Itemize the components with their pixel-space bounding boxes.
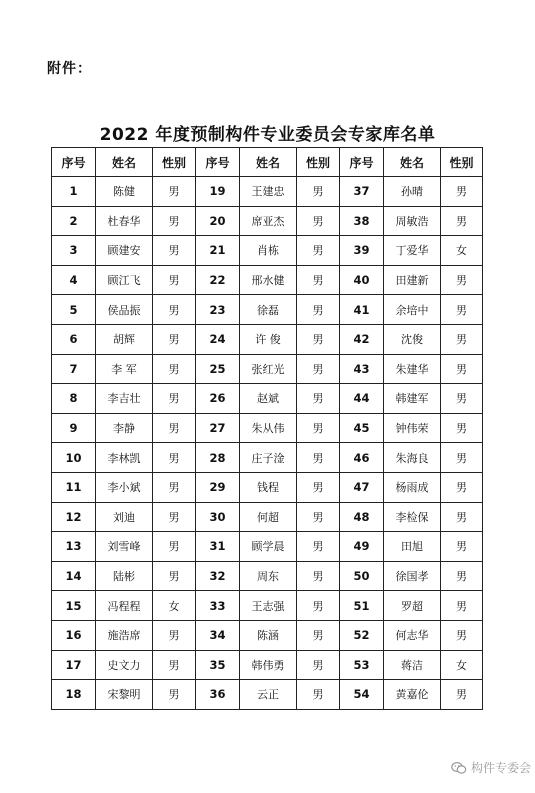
expert-gender: 男 — [441, 532, 483, 562]
expert-name: 罗超 — [384, 591, 441, 621]
expert-gender: 男 — [297, 206, 340, 236]
expert-name: 胡辉 — [96, 324, 153, 354]
expert-gender: 男 — [153, 265, 196, 295]
expert-gender: 男 — [297, 324, 340, 354]
expert-gender: 男 — [153, 532, 196, 562]
table-row — [52, 295, 483, 325]
expert-number: 4 — [52, 265, 96, 295]
expert-name: 李静 — [96, 413, 153, 443]
expert-name: 王建忠 — [240, 177, 297, 207]
expert-name: 刘迪 — [96, 502, 153, 532]
expert-gender: 男 — [297, 680, 340, 710]
expert-name: 朱从伟 — [240, 413, 297, 443]
expert-name: 陈健 — [96, 177, 153, 207]
expert-name: 田建新 — [384, 265, 441, 295]
table-row — [52, 443, 483, 473]
expert-gender: 男 — [297, 384, 340, 414]
expert-name: 施浩席 — [96, 620, 153, 650]
expert-number: 1 — [52, 177, 96, 207]
expert-number: 10 — [52, 443, 96, 473]
watermark — [451, 759, 531, 776]
header-name: 姓名 — [96, 148, 153, 177]
expert-number: 54 — [340, 680, 384, 710]
expert-number: 3 — [52, 236, 96, 266]
expert-gender: 男 — [441, 472, 483, 502]
table-header-row — [52, 148, 483, 177]
expert-number: 45 — [340, 413, 384, 443]
expert-gender: 男 — [441, 177, 483, 207]
expert-name: 周敏浩 — [384, 206, 441, 236]
expert-gender: 男 — [441, 413, 483, 443]
expert-name: 陈涵 — [240, 620, 297, 650]
expert-name: 王志强 — [240, 591, 297, 621]
expert-name: 蒋洁 — [384, 650, 441, 680]
attachment-label: 附件： — [47, 61, 92, 77]
expert-number: 5 — [52, 295, 96, 325]
table-row — [52, 265, 483, 295]
expert-name: 周东 — [240, 561, 297, 591]
expert-name: 杜春华 — [96, 206, 153, 236]
expert-gender: 男 — [441, 620, 483, 650]
table-row — [52, 502, 483, 532]
expert-name: 杨雨成 — [384, 472, 441, 502]
header-no: 序号 — [196, 148, 240, 177]
expert-name: 沈俊 — [384, 324, 441, 354]
expert-number: 50 — [340, 561, 384, 591]
expert-gender: 女 — [441, 236, 483, 266]
expert-name: 李 军 — [96, 354, 153, 384]
expert-number: 32 — [196, 561, 240, 591]
expert-gender: 男 — [297, 265, 340, 295]
expert-gender: 女 — [153, 591, 196, 621]
expert-gender: 男 — [153, 324, 196, 354]
expert-name: 黄嘉伦 — [384, 680, 441, 710]
expert-gender: 男 — [297, 443, 340, 473]
expert-name: 韩建军 — [384, 384, 441, 414]
header-no: 序号 — [340, 148, 384, 177]
expert-gender: 男 — [153, 502, 196, 532]
expert-number: 21 — [196, 236, 240, 266]
expert-gender: 男 — [441, 265, 483, 295]
expert-gender: 男 — [441, 502, 483, 532]
expert-gender: 男 — [297, 502, 340, 532]
expert-gender: 男 — [153, 561, 196, 591]
header-name: 姓名 — [384, 148, 441, 177]
header-gender: 性别 — [297, 148, 340, 177]
expert-number: 16 — [52, 620, 96, 650]
expert-number: 29 — [196, 472, 240, 502]
expert-number: 33 — [196, 591, 240, 621]
expert-number: 39 — [340, 236, 384, 266]
expert-name: 李小斌 — [96, 472, 153, 502]
header-name: 姓名 — [240, 148, 297, 177]
expert-number: 51 — [340, 591, 384, 621]
expert-gender: 男 — [153, 384, 196, 414]
expert-gender: 男 — [297, 561, 340, 591]
table-row — [52, 324, 483, 354]
expert-number: 30 — [196, 502, 240, 532]
expert-gender: 男 — [297, 236, 340, 266]
expert-gender: 男 — [297, 295, 340, 325]
expert-gender: 男 — [441, 561, 483, 591]
expert-gender: 男 — [297, 177, 340, 207]
expert-number: 17 — [52, 650, 96, 680]
expert-gender: 男 — [153, 236, 196, 266]
expert-gender: 男 — [297, 591, 340, 621]
expert-number: 38 — [340, 206, 384, 236]
expert-gender: 男 — [153, 620, 196, 650]
expert-name: 何超 — [240, 502, 297, 532]
expert-number: 52 — [340, 620, 384, 650]
expert-name: 孙晴 — [384, 177, 441, 207]
expert-name: 陆彬 — [96, 561, 153, 591]
expert-number: 22 — [196, 265, 240, 295]
expert-name: 侯品振 — [96, 295, 153, 325]
expert-name: 史文力 — [96, 650, 153, 680]
expert-gender: 男 — [153, 354, 196, 384]
expert-number: 47 — [340, 472, 384, 502]
expert-number: 19 — [196, 177, 240, 207]
expert-name: 赵斌 — [240, 384, 297, 414]
expert-name: 许 俊 — [240, 324, 297, 354]
expert-gender: 男 — [441, 324, 483, 354]
table-row — [52, 561, 483, 591]
expert-gender: 男 — [297, 532, 340, 562]
expert-name: 席亚杰 — [240, 206, 297, 236]
expert-gender: 男 — [297, 472, 340, 502]
expert-gender: 男 — [153, 650, 196, 680]
expert-number: 27 — [196, 413, 240, 443]
table-row — [52, 650, 483, 680]
table-row — [52, 413, 483, 443]
expert-gender: 男 — [297, 413, 340, 443]
expert-number: 43 — [340, 354, 384, 384]
table-row — [52, 384, 483, 414]
expert-number: 37 — [340, 177, 384, 207]
expert-gender: 男 — [441, 206, 483, 236]
expert-gender: 男 — [153, 413, 196, 443]
expert-name: 李检保 — [384, 502, 441, 532]
expert-number: 6 — [52, 324, 96, 354]
expert-number: 35 — [196, 650, 240, 680]
expert-gender: 男 — [441, 591, 483, 621]
expert-name: 朱建华 — [384, 354, 441, 384]
expert-gender: 男 — [153, 206, 196, 236]
expert-number: 48 — [340, 502, 384, 532]
expert-gender: 男 — [153, 443, 196, 473]
expert-name: 李林凯 — [96, 443, 153, 473]
table-row — [52, 680, 483, 710]
expert-number: 53 — [340, 650, 384, 680]
table-row — [52, 620, 483, 650]
expert-name: 云正 — [240, 680, 297, 710]
expert-name: 丁爱华 — [384, 236, 441, 266]
expert-name: 何志华 — [384, 620, 441, 650]
expert-number: 11 — [52, 472, 96, 502]
expert-number: 41 — [340, 295, 384, 325]
expert-number: 42 — [340, 324, 384, 354]
expert-name: 肖栋 — [240, 236, 297, 266]
expert-gender: 男 — [441, 443, 483, 473]
expert-gender: 男 — [441, 680, 483, 710]
table-row — [52, 177, 483, 207]
expert-number: 2 — [52, 206, 96, 236]
expert-number: 9 — [52, 413, 96, 443]
expert-gender: 男 — [297, 650, 340, 680]
table-row — [52, 472, 483, 502]
expert-name: 邢水健 — [240, 265, 297, 295]
expert-number: 46 — [340, 443, 384, 473]
header-gender: 性别 — [153, 148, 196, 177]
expert-number: 20 — [196, 206, 240, 236]
expert-name: 庄子淦 — [240, 443, 297, 473]
expert-name: 徐国孝 — [384, 561, 441, 591]
expert-number: 14 — [52, 561, 96, 591]
expert-number: 23 — [196, 295, 240, 325]
table-row — [52, 236, 483, 266]
expert-number: 12 — [52, 502, 96, 532]
expert-name: 田旭 — [384, 532, 441, 562]
expert-number: 36 — [196, 680, 240, 710]
expert-name: 张红光 — [240, 354, 297, 384]
expert-gender: 男 — [441, 384, 483, 414]
expert-number: 18 — [52, 680, 96, 710]
expert-number: 44 — [340, 384, 384, 414]
table-row — [52, 354, 483, 384]
header-no: 序号 — [52, 148, 96, 177]
expert-number: 8 — [52, 384, 96, 414]
expert-name: 冯程程 — [96, 591, 153, 621]
expert-number: 7 — [52, 354, 96, 384]
table-row — [52, 532, 483, 562]
watermark-text: 构件专委会 — [470, 761, 531, 775]
expert-number: 25 — [196, 354, 240, 384]
table-row — [52, 591, 483, 621]
table-body — [52, 177, 483, 710]
expert-number: 28 — [196, 443, 240, 473]
header-gender: 性别 — [441, 148, 483, 177]
expert-number: 13 — [52, 532, 96, 562]
expert-name: 钟伟荣 — [384, 413, 441, 443]
expert-gender: 男 — [441, 295, 483, 325]
expert-name: 李吉壮 — [96, 384, 153, 414]
expert-number: 31 — [196, 532, 240, 562]
expert-name: 朱海良 — [384, 443, 441, 473]
expert-name: 徐磊 — [240, 295, 297, 325]
expert-name: 钱程 — [240, 472, 297, 502]
expert-gender: 男 — [153, 680, 196, 710]
wechat-icon — [451, 761, 467, 775]
expert-gender: 男 — [153, 295, 196, 325]
page-title: 2022 年度预制构件专业委员会专家库名单 — [99, 125, 436, 145]
expert-number: 26 — [196, 384, 240, 414]
expert-name: 宋黎明 — [96, 680, 153, 710]
expert-gender: 男 — [441, 354, 483, 384]
expert-name: 刘雪峰 — [96, 532, 153, 562]
expert-name: 韩伟勇 — [240, 650, 297, 680]
expert-number: 34 — [196, 620, 240, 650]
expert-gender: 男 — [153, 472, 196, 502]
expert-gender: 女 — [441, 650, 483, 680]
expert-gender: 男 — [153, 177, 196, 207]
expert-name: 顾江飞 — [96, 265, 153, 295]
expert-name: 顾建安 — [96, 236, 153, 266]
expert-number: 49 — [340, 532, 384, 562]
expert-number: 40 — [340, 265, 384, 295]
expert-gender: 男 — [297, 620, 340, 650]
expert-number: 24 — [196, 324, 240, 354]
expert-name: 余培中 — [384, 295, 441, 325]
table-row — [52, 206, 483, 236]
expert-table — [51, 147, 483, 710]
expert-gender: 男 — [297, 354, 340, 384]
expert-name: 顾学晨 — [240, 532, 297, 562]
expert-number: 15 — [52, 591, 96, 621]
